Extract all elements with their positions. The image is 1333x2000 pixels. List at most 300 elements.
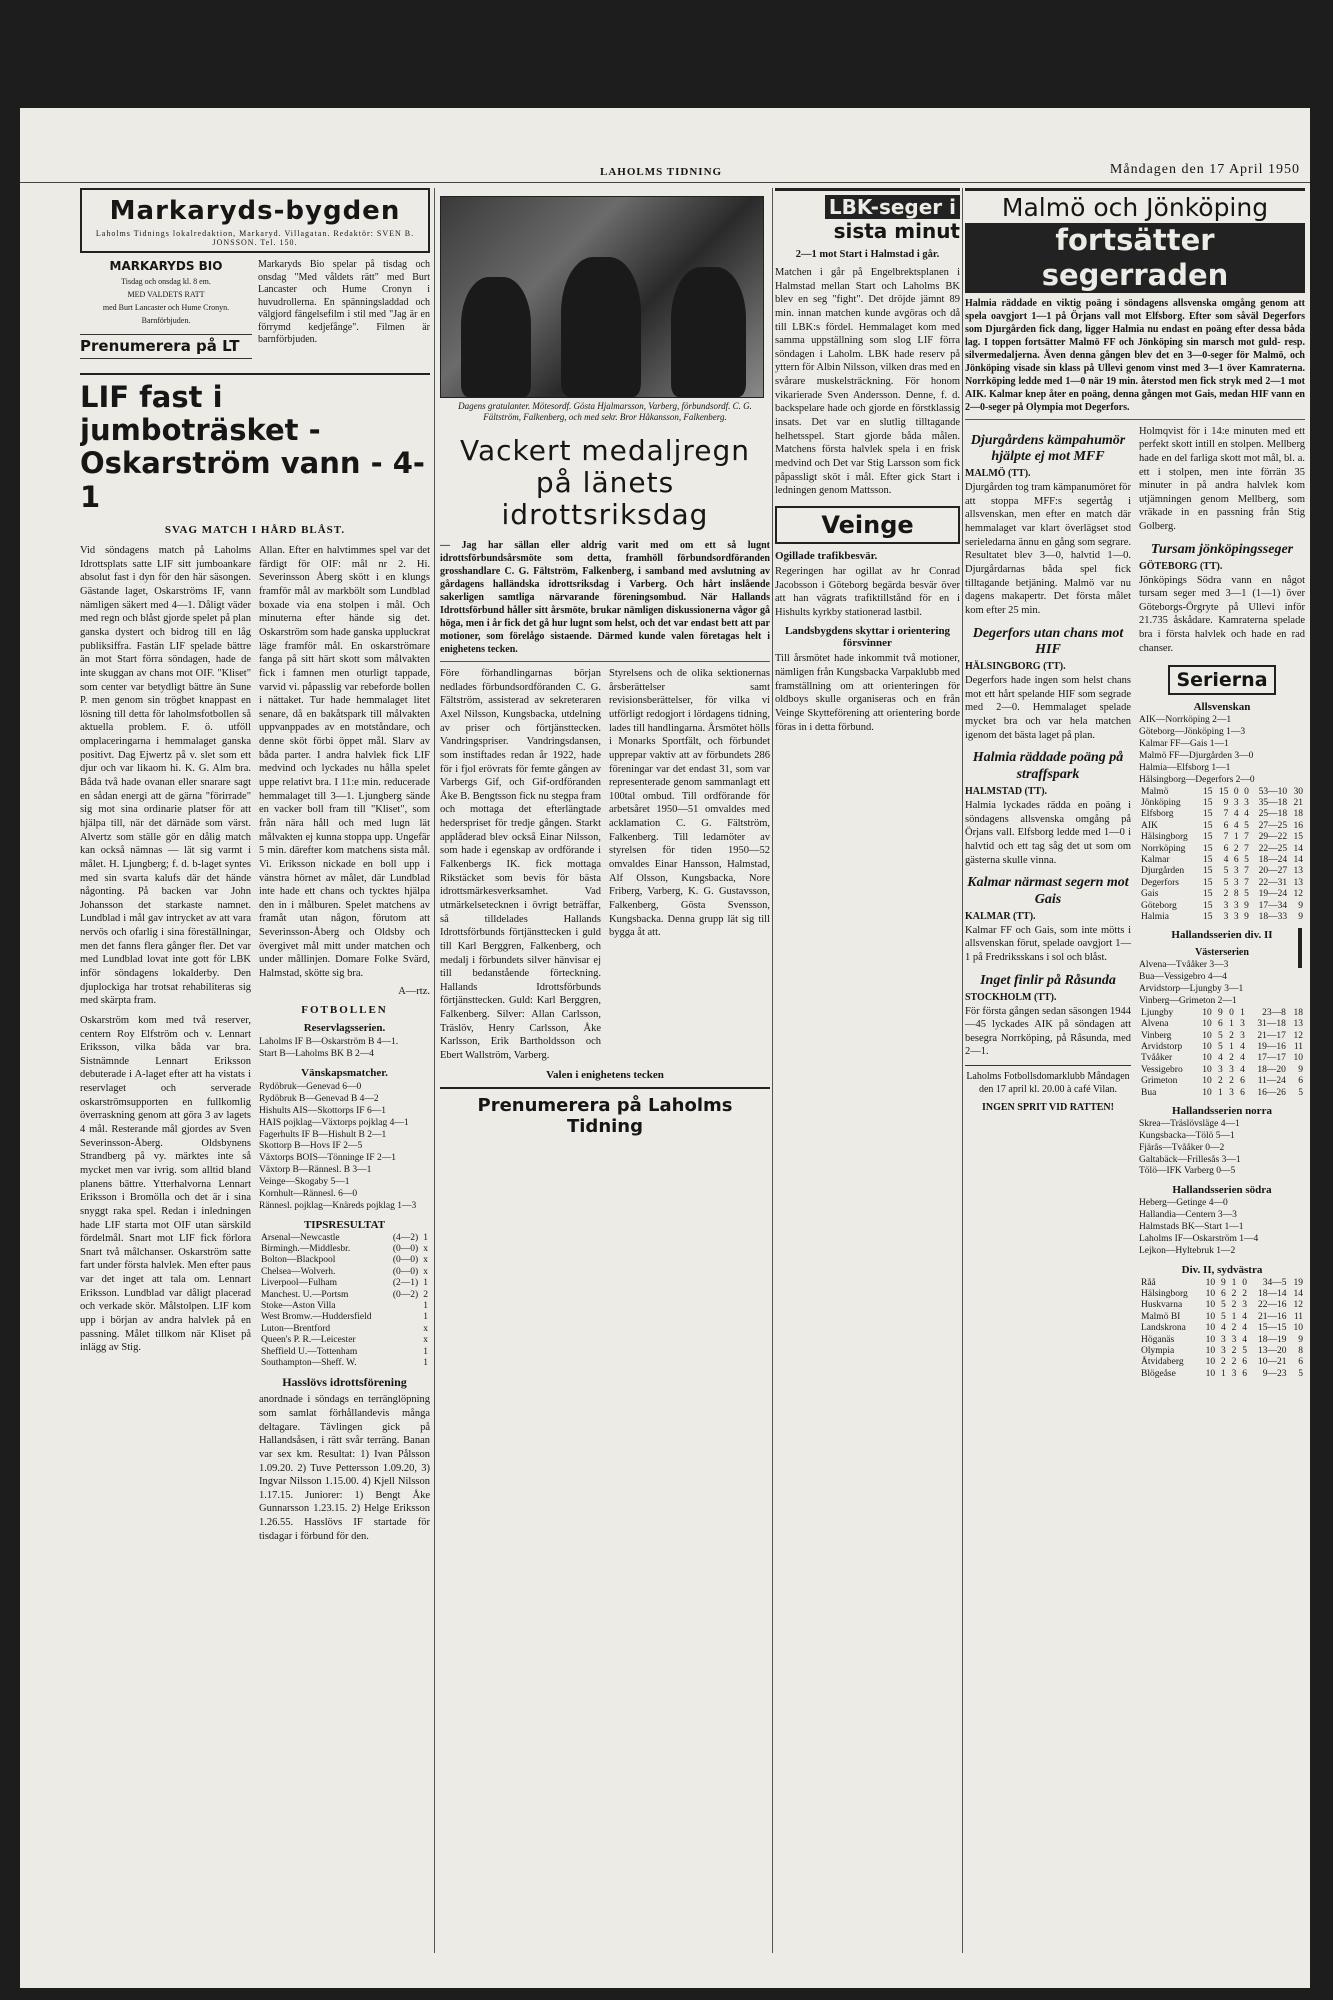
result-line: Halmia—Elfsborg 1—1 bbox=[1139, 762, 1231, 773]
table-cell: 9—23 bbox=[1262, 1368, 1287, 1379]
table-cell: Olympia bbox=[1141, 1346, 1175, 1357]
table-cell: 2 bbox=[1242, 1289, 1248, 1300]
table-cell: 13 bbox=[1293, 1019, 1303, 1030]
bio-section bbox=[80, 259, 430, 359]
bio-line: Tisdag och onsdag kl. 8 em. bbox=[121, 277, 211, 286]
table-cell: 30 bbox=[1293, 786, 1303, 797]
table-cell: 4 bbox=[1242, 1311, 1248, 1322]
lif-text-b: Oskarström kom med två reserver, centern Roy Elfström och v. Lennart Eriksson, vilka båda var bra. Sistnämnde Lennart Eriksson debuterade i A-laget efter att ha vistats i reservlaget och serverade oskarströmsupporten en fullkomlig överraskning genom att göra 3 av lagets 4 mål. Resterande mål gjordes av Sven Severinsson-Åberg. Oldsbynens Strandberg på vy. märktes inte så mycket men var ivrig. som alltid bland planens bättre. Ytterhalvorna Lennart Eriksson i Bromölla och det är i sina snyggt raka spel. Redan i inledningen hade LIF starta mot OIF utan särskild fördelmål. Snart mot LIF fick förlora Snart två målchanser. Oskarström satte fart under första halvlek. Men efter paus var det inget att tala om. Lennart Eriksson. Lundblad var dåligt placerad och verkade skör. Målstolpen. LIF kom upp i början av andra halvlek på en passning. Målet tillkom när Kliset på inlägg av Stig. bbox=[80, 1014, 251, 1354]
lbk-headline-a: LBK-seger i bbox=[825, 195, 960, 219]
table-cell: 6 bbox=[1242, 1368, 1248, 1379]
table-cell: 17—17 bbox=[1257, 1053, 1286, 1064]
table-cell: 25—18 bbox=[1258, 809, 1288, 820]
medal-text-b: Styrelsens och de olika sektionernas årsberättelser samt revisionsberättelser, för vilka vi utförligt redogjort i lördagens tidning, lades till handlingarna. Årsmötet hölls i Monarks Sportfält, och förbundet upprepar vaktiv att av förbundets 286 föreningar var det endast 31, som var representerade genom sammanlagt ett 100tal ombud. Till ordförande för arbetsåret 1950—51 omvaldes med acklamation C. G. Fältström, Falkenberg. Till ledamöter av styrelsen för tiden 1950—52 omvaldes Einar Hansson, Halmstad, Alf Olsson, Kungsbacka, Nore Friberg, Varberg, K. G. Gustavsson, Falkenberg, Gösta Svensson, Kungsbacka. Denna grupp lät sig till bygga åt att. bbox=[609, 668, 770, 939]
table-cell: 1 bbox=[423, 1278, 428, 1289]
table-row bbox=[259, 1324, 430, 1335]
table-cell: 15 bbox=[1203, 900, 1213, 911]
table-cell: 3 bbox=[1218, 1064, 1223, 1075]
table-cell: 19—24 bbox=[1258, 889, 1288, 900]
table-cell: 15 bbox=[1203, 809, 1213, 820]
page-fold-mark bbox=[1298, 928, 1302, 968]
table-cell: 4 bbox=[1221, 1323, 1226, 1334]
malmo-headline bbox=[965, 188, 1305, 293]
table-cell: 15 bbox=[1203, 889, 1213, 900]
table-cell: West Bromw.—Huddersfield bbox=[261, 1312, 372, 1323]
table-cell: 3 bbox=[1240, 1019, 1245, 1030]
result-line: Kornhult—Rännesl. 6—0 bbox=[259, 1188, 358, 1199]
top-text: Holmqvist för i 14:e minuten med ett perfekt skott intill en stolpen. Mellberg hade en del farliga skott mot mål, bl. a. ett i stolpen, men inte förrän 35 minuter in på andra halvlek kom utjämningen genom Mellberg, som vräkade in en passning från Stig Golberg. bbox=[1139, 425, 1305, 533]
person-silhouette bbox=[461, 277, 531, 397]
table-cell: 1 bbox=[1233, 832, 1239, 843]
result-line: Kungsbacka—Tölö 5—1 bbox=[1139, 1130, 1235, 1141]
table-cell: 1 bbox=[1218, 1087, 1223, 1098]
table-cell: 15 bbox=[1203, 832, 1213, 843]
table-cell: 10 bbox=[1202, 1076, 1212, 1087]
table-row bbox=[259, 1290, 430, 1301]
table-cell: 15 bbox=[1203, 820, 1213, 831]
table-cell: 2 bbox=[1223, 889, 1229, 900]
result-line: Tölö—IFK Varberg 0—5 bbox=[1139, 1166, 1236, 1177]
table-cell: 3 bbox=[1221, 1334, 1226, 1345]
table-cell: 19 bbox=[1293, 1277, 1303, 1288]
table-row bbox=[1139, 832, 1305, 843]
result-line: Vinberg—Grimeton 2—1 bbox=[1139, 995, 1237, 1006]
table-cell: Vessigebro bbox=[1141, 1064, 1183, 1075]
table-cell: 6 bbox=[1221, 1289, 1226, 1300]
table-cell: 35—18 bbox=[1258, 798, 1288, 808]
lif-signature: A—rtz. bbox=[398, 985, 430, 997]
table-cell: Stoke—Aston Villa bbox=[261, 1300, 336, 1311]
table-cell: 0 bbox=[1233, 786, 1239, 797]
column-malmo bbox=[965, 188, 1305, 1953]
subscribe-banner: Prenumerera på LT bbox=[80, 334, 252, 359]
tursam-head: Tursam jönköpingsseger bbox=[1150, 541, 1294, 557]
deg-text: Degerfors hade ingen som helst chans mot ett hårt spelande HIF som segrade med 2—0. Hemmalaget spelade mycket bra och var hela matchen igenom det bästa laget på plan. bbox=[965, 675, 1131, 741]
table-cell: Malmö BI bbox=[1141, 1311, 1181, 1322]
medal-article bbox=[440, 667, 770, 1063]
table-cell bbox=[387, 1301, 420, 1312]
vastra-results bbox=[1139, 960, 1305, 1008]
table-cell: 10 bbox=[1202, 1064, 1212, 1075]
table-cell: 10 bbox=[1205, 1334, 1216, 1345]
table-cell: 15 bbox=[1203, 866, 1213, 877]
table-cell: Degerfors bbox=[1141, 877, 1179, 888]
table-row bbox=[1139, 1008, 1305, 1019]
table-cell: 3 bbox=[1231, 1334, 1237, 1345]
table-cell: 7 bbox=[1223, 832, 1229, 843]
table-cell: Gais bbox=[1141, 889, 1159, 900]
table-cell: 1 bbox=[1229, 1019, 1234, 1030]
table-cell: x bbox=[423, 1323, 428, 1334]
table-cell: 3 bbox=[1242, 1300, 1248, 1311]
table-cell: Sheffield U.—Tottenham bbox=[261, 1346, 358, 1357]
table-cell: 1 bbox=[423, 1312, 428, 1323]
column-rule bbox=[772, 188, 773, 1953]
table-cell: 15—15 bbox=[1258, 1323, 1287, 1334]
table-cell: 1 bbox=[423, 1232, 428, 1243]
table-cell: 5 bbox=[1221, 1311, 1226, 1322]
table-cell: Southampton—Sheff. W. bbox=[261, 1357, 357, 1368]
table-row bbox=[1139, 901, 1305, 912]
column-rule bbox=[962, 188, 963, 1953]
table-cell: 7 bbox=[1244, 843, 1249, 854]
table-cell: 6 bbox=[1242, 1357, 1248, 1368]
table-cell: 9 bbox=[1244, 911, 1249, 922]
table-cell: 5 bbox=[1242, 1346, 1248, 1357]
table-cell: 14 bbox=[1293, 1289, 1303, 1300]
table-row bbox=[1139, 1088, 1305, 1099]
table-cell: (0—0) bbox=[392, 1255, 419, 1266]
djur-head: Djurgårdens kämpahumör hjälpte ej mot MFF bbox=[970, 432, 1126, 465]
table-cell: 13 bbox=[1293, 877, 1303, 888]
table-cell: 4 bbox=[1218, 1053, 1223, 1064]
table-cell: 23—8 bbox=[1262, 1007, 1286, 1018]
table-cell bbox=[387, 1324, 420, 1335]
table-row bbox=[1139, 1065, 1305, 1076]
table-cell: Liverpool—Fulham bbox=[261, 1278, 337, 1289]
bio-line: MED VALDETS RATT bbox=[127, 290, 205, 299]
table-cell: 21 bbox=[1293, 798, 1303, 808]
table-row bbox=[259, 1244, 430, 1255]
table-cell: 11—24 bbox=[1257, 1076, 1286, 1087]
lbk-headline-b: sista minut bbox=[833, 219, 960, 243]
photo-officials bbox=[440, 196, 764, 398]
malmo-article bbox=[965, 425, 1305, 1381]
table-cell: 3 bbox=[1233, 798, 1239, 808]
table-cell: 18—14 bbox=[1258, 1289, 1287, 1300]
table-cell: Norrköping bbox=[1141, 843, 1186, 854]
table-cell: 10 bbox=[1293, 1323, 1303, 1334]
tips-head: TIPSRESULTAT bbox=[303, 1218, 386, 1231]
table-cell: 6 bbox=[1298, 1357, 1303, 1368]
table-row bbox=[259, 1335, 430, 1346]
table-cell: Arvidstorp bbox=[1141, 1041, 1183, 1052]
table-cell: 21—16 bbox=[1258, 1311, 1287, 1322]
table-cell: 6 bbox=[1218, 1019, 1223, 1030]
table-cell: 18—33 bbox=[1258, 911, 1288, 922]
table-cell: 15 bbox=[1203, 798, 1213, 808]
table-row bbox=[1139, 821, 1305, 832]
table-cell: 0 bbox=[1244, 786, 1249, 797]
table-cell: 3 bbox=[1229, 1087, 1234, 1098]
table-cell: 9 bbox=[1298, 900, 1303, 911]
person-silhouette bbox=[561, 257, 641, 397]
table-cell: 4 bbox=[1240, 1041, 1245, 1052]
lbk-headline bbox=[775, 188, 960, 243]
table-cell: 10 bbox=[1205, 1277, 1216, 1288]
table-cell: 3 bbox=[1240, 1030, 1245, 1041]
table-cell: 3 bbox=[1223, 900, 1229, 911]
result-line: AIK—Norrköping 2—1 bbox=[1139, 715, 1232, 726]
result-line: Göteborg—Jönköping 1—3 bbox=[1139, 727, 1246, 738]
bio-title: MARKARYDS BIO bbox=[109, 259, 223, 273]
fotboll-title: FOTBOLLEN bbox=[301, 1004, 388, 1017]
result-line: Skottorp B—Hovs IF 2—5 bbox=[259, 1141, 363, 1152]
sodra-results bbox=[1139, 1198, 1305, 1257]
kalmar-dateline: KALMAR (TT). bbox=[965, 910, 1036, 922]
lbk-sub: 2—1 mot Start i Halmstad i går. bbox=[795, 249, 940, 260]
table-cell: 5 bbox=[1244, 889, 1249, 900]
table-row bbox=[1139, 1369, 1305, 1380]
table-cell: 2 bbox=[1231, 1346, 1237, 1357]
table-row bbox=[1139, 1357, 1305, 1368]
valen-head: Valen i enighetens tecken bbox=[546, 1068, 664, 1081]
table-cell: 3 bbox=[1244, 798, 1249, 808]
result-line: Halmstads BK—Start 1—1 bbox=[1139, 1222, 1244, 1233]
table-row bbox=[1139, 1278, 1305, 1289]
table-cell: 6 bbox=[1240, 1076, 1245, 1087]
table-cell: 5 bbox=[1221, 1300, 1226, 1311]
table-cell: 18—24 bbox=[1258, 854, 1288, 865]
table-cell: 5 bbox=[1298, 1087, 1303, 1098]
tursam-dateline: GÖTEBORG (TT). bbox=[1139, 560, 1223, 572]
land-text: Till årsmötet hade inkommit två motioner, nämligen från Kungsbacka Varpaklubb med framställning om att orienteringen för oldboys skulle organiseras och en från Veinge Skytteförening att orientering borde föras in i detta förbund. bbox=[775, 653, 960, 733]
markaryd-title: Markaryds-bygden bbox=[109, 196, 401, 226]
vastra-table bbox=[1139, 1008, 1305, 1099]
table-cell: x bbox=[423, 1244, 428, 1255]
table-cell: 10 bbox=[1205, 1346, 1216, 1357]
table-row bbox=[1139, 1335, 1305, 1346]
table-cell: AIK bbox=[1141, 820, 1158, 831]
result-line: Veinge—Skogaby 5—1 bbox=[259, 1177, 350, 1188]
table-cell: 1 bbox=[1231, 1311, 1237, 1322]
djur-dateline: MALMÖ (TT). bbox=[965, 468, 1031, 480]
result-line: Laholms IF—Oskarström 1—4 bbox=[1139, 1233, 1259, 1244]
table-cell bbox=[387, 1312, 420, 1323]
serierna-title: Serierna bbox=[1168, 665, 1276, 695]
reserv-results bbox=[259, 1037, 430, 1061]
table-cell: (4—2) bbox=[392, 1232, 419, 1243]
inget-text: För första gången sedan säsongen 1944—45 lyckades AIK på söndagen att besegra Norrköping, på Råsunda, med 2—1. bbox=[965, 1005, 1131, 1058]
table-cell: 11 bbox=[1293, 1041, 1303, 1052]
vanskap-head: Vänskapsmatcher. bbox=[301, 1067, 388, 1080]
table-cell: 5 bbox=[1298, 1368, 1303, 1379]
div2-head: Hallandsserien div. II bbox=[1171, 929, 1273, 942]
result-line: Skrea—Träslövsläge 4—1 bbox=[1139, 1118, 1240, 1129]
table-cell: 15 bbox=[1203, 877, 1213, 888]
table-cell: 18 bbox=[1293, 1007, 1303, 1018]
table-cell: Blögeåse bbox=[1141, 1368, 1176, 1379]
table-row bbox=[259, 1312, 430, 1323]
result-line: Växtorp B—Rännesl. B 3—1 bbox=[259, 1165, 372, 1176]
subscribe-banner-2: Prenumerera på Laholms Tidning bbox=[440, 1087, 770, 1137]
table-cell: 0 bbox=[1229, 1007, 1234, 1018]
table-cell: 9 bbox=[1221, 1277, 1226, 1288]
lif-deck: SVAG MATCH I HÅRD BLÅST. bbox=[164, 524, 346, 537]
djur-text: Djurgården tog tram kämpanumöret för att stoppa MFF:s segertåg i allsvenskan, men efter en match där hemmalaget var klart överlägset stod serieledarna ännu en gång som segrare. Resultatet blev 3—0, halvtid 1—0. Djurgårdarnas båda spel fick tilltagande betjäning. Malmö var nu dagens makapertr. Det första målet kom efter 25 min. bbox=[965, 482, 1132, 616]
table-cell: Bua bbox=[1141, 1087, 1157, 1098]
bio-ad bbox=[80, 259, 252, 359]
table-cell: 3 bbox=[1229, 1064, 1234, 1075]
table-cell: 21—17 bbox=[1257, 1030, 1286, 1041]
table-cell: 10 bbox=[1202, 1007, 1212, 1018]
table-cell: 5 bbox=[1223, 877, 1229, 888]
table-cell: 2 bbox=[1233, 843, 1239, 854]
person-silhouette bbox=[671, 267, 746, 397]
table-cell: 10 bbox=[1202, 1053, 1212, 1064]
table-cell: 15 bbox=[1203, 911, 1213, 922]
div1-table bbox=[1139, 1278, 1305, 1381]
column-lbk bbox=[775, 188, 960, 1953]
table-cell: Bolton—Blackpool bbox=[261, 1255, 336, 1266]
halmia-dateline: HALMSTAD (TT). bbox=[965, 785, 1048, 797]
table-cell: 4 bbox=[1242, 1334, 1248, 1345]
table-cell: 18—19 bbox=[1258, 1334, 1287, 1345]
table-cell: 6 bbox=[1223, 843, 1229, 854]
issue-date: Måndagen den 17 April 1950 bbox=[1109, 162, 1300, 177]
table-cell: 10—21 bbox=[1258, 1357, 1287, 1368]
table-cell: 10 bbox=[1205, 1300, 1216, 1311]
table-cell: 6 bbox=[1298, 1076, 1303, 1087]
vanskap-results bbox=[259, 1082, 430, 1213]
table-row bbox=[1139, 1031, 1305, 1042]
table-cell: 16—26 bbox=[1257, 1087, 1286, 1098]
bio-text: Markaryds Bio spelar på tisdag och onsdag "Med våldets rätt" med Burt Lancaster och Hume Cronyn i huvudrollerna. En spänningsladdad och välgjord fängelsefilm i stil med "Jag är en förrymd kedjefånge". Filmen är barnförbjuden. bbox=[258, 259, 430, 345]
halmia-text: Halmia lyckades rädda en poäng i söndagens allsvenska omgång på Örjans vall. Elfsborg ledde med 1—0 i halvtid och ett tag såg det ut som om gästerna skulle vinna. bbox=[965, 799, 1131, 866]
table-cell: 9 bbox=[1298, 911, 1303, 922]
table-cell: 12 bbox=[1293, 1300, 1303, 1311]
table-cell: 15 bbox=[1203, 786, 1213, 797]
result-line: Fjärås—Tvååker 0—2 bbox=[1139, 1142, 1225, 1153]
table-cell: 2 bbox=[1229, 1030, 1234, 1041]
result-line: Hishults AIS—Skottorps IF 6—1 bbox=[259, 1105, 386, 1116]
table-row bbox=[1139, 855, 1305, 866]
table-cell: 2 bbox=[1221, 1357, 1226, 1368]
table-cell: Hälsingborg bbox=[1141, 832, 1188, 843]
table-cell: 2 bbox=[1231, 1300, 1237, 1311]
table-cell: 10 bbox=[1202, 1030, 1212, 1041]
column-medal bbox=[440, 188, 770, 1953]
result-line: Hallandia—Centern 3—3 bbox=[1139, 1210, 1237, 1221]
newspaper-page bbox=[20, 108, 1310, 1988]
result-line: Rännesl. pojklag—Knäreds pojklag 1—3 bbox=[259, 1200, 417, 1211]
result-line: Start B—Laholms BK B 2—4 bbox=[259, 1049, 375, 1060]
result-line: HAIS pojklag—Växtorps pojklag 4—1 bbox=[259, 1117, 409, 1128]
table-cell: 3 bbox=[1233, 900, 1239, 911]
table-row bbox=[1139, 1346, 1305, 1357]
table-cell bbox=[387, 1335, 420, 1346]
result-line: Galtabäck—Frillesås 3—1 bbox=[1139, 1154, 1241, 1165]
table-cell: 4 bbox=[1233, 820, 1239, 831]
table-cell: 15 bbox=[1293, 832, 1303, 843]
table-cell bbox=[387, 1358, 420, 1369]
table-cell: 31—18 bbox=[1257, 1019, 1286, 1030]
table-cell: Kalmar bbox=[1141, 854, 1170, 865]
running-header bbox=[20, 162, 1310, 183]
medal-lead: — Jag har sällan eller aldrig varit med om ett så lugnt idrottsförbundsårsmöte som detta, framhöll förbundsordföranden grosshandlare C. G. Fältström, Falkenberg, i samband med avslutning av gårdagens halländska idrottsriksdag i Varberg. Och hårt inslående sakerligen samtliga närvarande föreningsombud. När Hallands Idrottsförbund håller sitt årsmöte, brukar nämligen diskussionerna vågor gå höga, men i år fick det gå hur lugnt som helst, och det var endast bett att par motioner, som förelågo sistaende. Därmed kunde valen företagas helt i enighetens tecken. bbox=[440, 539, 770, 662]
table-cell: 5 bbox=[1218, 1041, 1223, 1052]
allsv-table bbox=[1139, 787, 1305, 924]
table-cell: 10 bbox=[1205, 1311, 1216, 1322]
table-cell: 9 bbox=[1218, 1007, 1223, 1018]
table-cell: Ljungby bbox=[1141, 1007, 1174, 1018]
result-line: Kalmar FF—Gais 1—1 bbox=[1139, 739, 1229, 750]
result-line: Rydöbruk—Genevad 6—0 bbox=[259, 1082, 362, 1093]
result-line: Bua—Vessigebro 4—4 bbox=[1139, 972, 1227, 983]
medal-text-a: Före förhandlingarnas början nedlades förbundsordföranden C. G. Fältström, assisterad av sekreteraren Axel Nilsson, Kungsbacka, utdelning av priser och förtjänsttecken. Vandringspriser. Vandringsdansen, som instiftades redan år 1922, hade för i fjol erövrats för femte gången av Varbergs Gif, och Gif-ordföranden Åke B. Bengtsson fick nu stegpa fram och mottaga det efterlängtade hederspriset för tredje gången. Starkt applåderad blev också Einar Nilsson, som hade i egenskap av ordförande i Falkenbergs IK. fick mottaga Rikstäcket som bevis för bästa idrottsmärkesverksamhet. Vad utmärkelsetecknen i övrigt beträffar, så tilldelades Hallands Idrottsförbunds förtjänsttecken i guld till Karl Berggren, Falkenberg, och medalj i förbundets silver hänvisar ej till bedanstående förteckning. Hallands Idrottsförbunds förtjänsttecken. Guld: Karl Berggren, Falkenberg. Silver: Allan Carlsson, Träslöv, Henry Carlsson, Åke Karlsson, Erik Bartholdsson och Ebert Wallström, Varberg. bbox=[440, 668, 601, 1061]
table-cell: 2 bbox=[1231, 1289, 1237, 1300]
result-line: Hälsingborg—Degerfors 2—0 bbox=[1139, 774, 1255, 785]
table-cell: 18—20 bbox=[1257, 1064, 1286, 1075]
table-row bbox=[1139, 1312, 1305, 1323]
table-cell: 22—31 bbox=[1258, 877, 1288, 888]
table-cell: 16 bbox=[1293, 820, 1303, 831]
table-cell: Birmingh.—Middlesbr. bbox=[261, 1244, 351, 1255]
result-line: Heberg—Getinge 4—0 bbox=[1139, 1198, 1228, 1209]
table-cell: 2 bbox=[423, 1289, 428, 1300]
table-cell: 20—27 bbox=[1258, 866, 1288, 877]
lif-headline: LIF fast i jumboträsket - Oskarström vann - 4-1 bbox=[80, 373, 430, 514]
table-cell: Chelsea—Wolverh. bbox=[261, 1266, 336, 1277]
table-cell: Halmia bbox=[1141, 911, 1169, 922]
table-cell: 2 bbox=[1231, 1357, 1237, 1368]
table-cell: 4 bbox=[1244, 809, 1249, 820]
table-cell: Queen's P. R.—Leicester bbox=[261, 1335, 356, 1346]
div1-head: Div. II, sydvästra bbox=[1181, 1263, 1263, 1276]
table-cell: 3 bbox=[1231, 1368, 1237, 1379]
table-cell: 4 bbox=[1240, 1053, 1245, 1064]
table-cell: Hälsingborg bbox=[1141, 1289, 1188, 1300]
table-cell: 53—10 bbox=[1258, 786, 1288, 797]
malmo-headline-b: fortsätter segerraden bbox=[965, 223, 1305, 293]
table-cell: x bbox=[423, 1255, 428, 1266]
table-row bbox=[1139, 889, 1305, 900]
paper-name: LAHOLMS TIDNING bbox=[600, 166, 723, 178]
table-cell: 1 bbox=[423, 1300, 428, 1311]
table-row bbox=[1139, 1323, 1305, 1334]
table-cell: Alvena bbox=[1141, 1019, 1169, 1030]
inget-head: Inget finlir på Råsunda bbox=[980, 972, 1116, 988]
table-cell: 1 bbox=[423, 1357, 428, 1368]
table-cell: 1 bbox=[1231, 1277, 1237, 1288]
table-row bbox=[1139, 1019, 1305, 1030]
table-row bbox=[1139, 1053, 1305, 1064]
table-cell: 8 bbox=[1233, 889, 1239, 900]
allsv-head: Allsvenskan bbox=[1193, 701, 1251, 714]
table-cell: 9 bbox=[1244, 900, 1249, 911]
result-line: Laholms IF B—Oskarström B 4—1. bbox=[259, 1037, 399, 1048]
table-cell: 22—25 bbox=[1258, 843, 1288, 854]
table-row bbox=[1139, 878, 1305, 889]
table-cell: Råå bbox=[1141, 1277, 1156, 1288]
table-cell: 9 bbox=[1298, 1334, 1303, 1345]
table-row bbox=[1139, 1300, 1305, 1311]
table-cell: 12 bbox=[1293, 1030, 1303, 1041]
markaryd-masthead bbox=[80, 188, 430, 253]
result-line: Lejkon—Hyltebruk 1—2 bbox=[1139, 1245, 1236, 1256]
table-row bbox=[259, 1358, 430, 1369]
table-cell: 6 bbox=[1223, 820, 1229, 831]
column-rule bbox=[434, 188, 435, 1953]
table-cell: 4 bbox=[1242, 1323, 1248, 1334]
table-cell: 15 bbox=[1203, 843, 1213, 854]
table-cell: 7 bbox=[1223, 809, 1229, 820]
table-cell: 13 bbox=[1293, 866, 1303, 877]
club-notice: Laholms Fotbollsdomarklubb Måndagen den 17 april kl. 20.00 à café Vilan. bbox=[965, 1065, 1131, 1096]
kalmar-head: Kalmar närmast segern mot Gais bbox=[967, 875, 1129, 907]
norra-results bbox=[1139, 1119, 1305, 1178]
result-line: Fagerhults IF B—Hishult B 2—1 bbox=[259, 1129, 387, 1140]
table-cell: 3 bbox=[1233, 911, 1239, 922]
lif-text-a: Vid söndagens match på Laholms Idrottsplats satte LIF sitt jumboankare absolut fast i dyn för den här säsongen. Gästande laget, Oskarströms IF, vann nämligen säkert med 4—1. Dåligt väder med regn och blåst gjorde spelet på plan ganska dystert och bidrog till en låg publiksiffra. Fastän LIF spelade bättre än mot Start förra söndagen, hade de inte skuggan av chans mot OIF. "Kliset" som center var betydligt bättre än Sune P. men genom sin trögbet knappast en lösning till detta för laholmsfotbollen så aktuella problem. F. ö. utföll omplaceringarna i hemmalaget ganska positivt. Dag Ejwertz på v. slet som ett djur och var likaom hi. K. G. Alm bra. Båda två hade ovanan eller snarare sagt en sådan energi att de gärna "förirrade" sig mot sina ordinarie platser för att hjälpa till, när det därnäde som värst. Alvertz som ställe gör en dålig match kan också nämnas — lät sig varmt i målet. H. Ljungberg; f. d. b-laget syntes med sin svarta kalufs där det hände någonting. På backen var John Johansson det starkaste namnet. Lundblad i mål gav intrycket av att vara nervös och ofarlig i sina föreställningar, men det fanns flera gånger fler. Det var med Lundblad lovat inte gott för LBK inför söndagens lokalderby. Den djuplockiga har trotsat rehabiliteras sig med skärpta fram. bbox=[80, 545, 251, 1007]
table-cell: 1 bbox=[1221, 1368, 1226, 1379]
table-cell: 7 bbox=[1244, 877, 1249, 888]
table-cell: 10 bbox=[1205, 1323, 1216, 1334]
medal-headline: Vackert medaljregn på länets idrottsriksdag bbox=[459, 433, 750, 531]
table-cell: 5 bbox=[1244, 820, 1249, 831]
table-cell: 5 bbox=[1223, 866, 1229, 877]
table-cell: 7 bbox=[1244, 866, 1249, 877]
